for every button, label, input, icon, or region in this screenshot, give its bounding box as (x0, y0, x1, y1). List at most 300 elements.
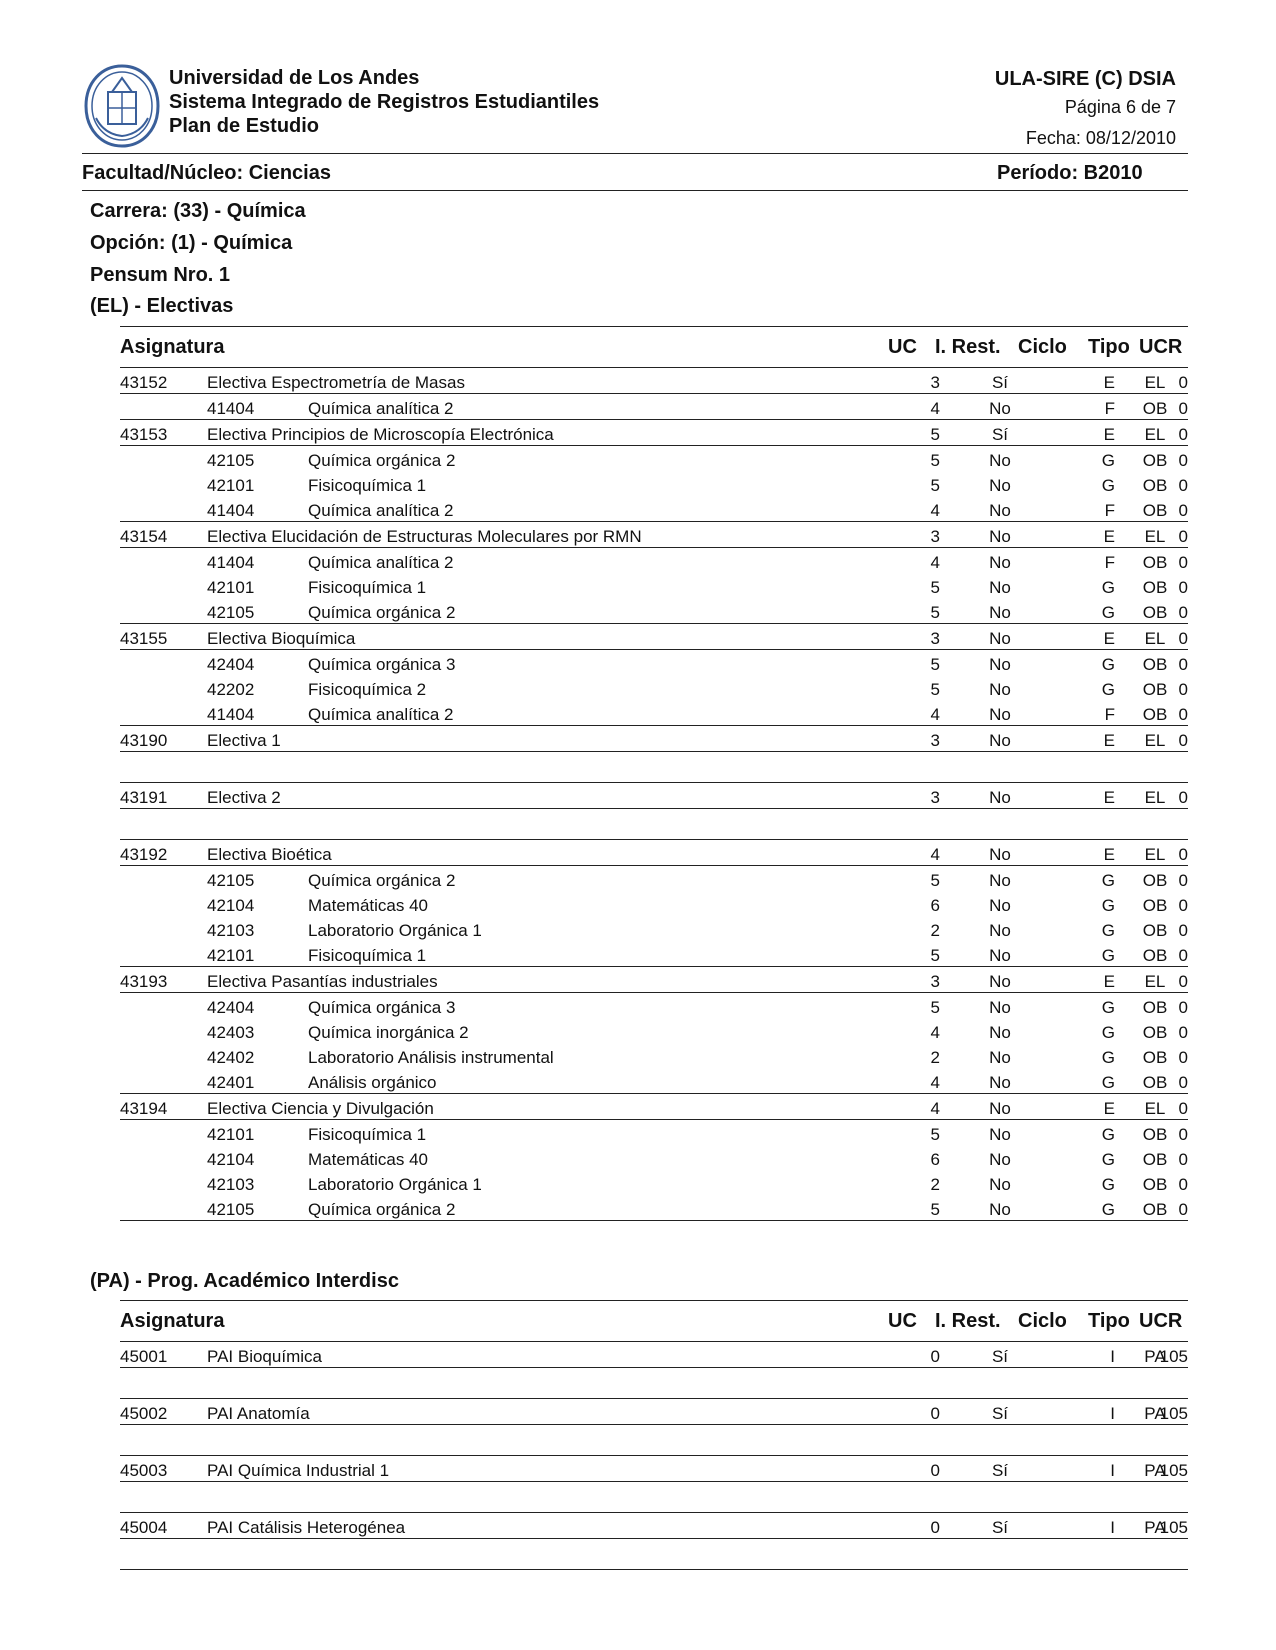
prereq-ciclo: F (1104, 705, 1115, 724)
course-uc: 0 (930, 1518, 940, 1537)
course-ucr: 0 (1178, 731, 1188, 750)
prereq-ciclo: G (1101, 1023, 1115, 1042)
prereq-uc: 2 (930, 1048, 940, 1067)
course-tipo: EL (1144, 972, 1166, 991)
page-number: Página 6 de 7 (1064, 97, 1176, 117)
col-ucr: UCR (1139, 1310, 1183, 1332)
prereq-ciclo: G (1101, 451, 1115, 470)
course-ciclo: E (1103, 731, 1115, 750)
prereq-ciclo: F (1104, 399, 1115, 418)
prereq-name: Química orgánica 2 (308, 451, 456, 470)
prereq-rest: No (989, 501, 1011, 520)
prereq-uc: 6 (930, 1150, 940, 1169)
carrera-label: Carrera: (33) - Química (90, 200, 306, 222)
course-uc: 0 (930, 1347, 940, 1366)
prereq-rest: No (989, 578, 1011, 597)
course-name: Electiva Principios de Microscopía Electrónica (207, 425, 554, 444)
prereq-ucr: 0 (1178, 1150, 1188, 1169)
course-uc: 3 (930, 972, 940, 991)
prereq-row (120, 598, 1188, 623)
course-group (120, 1513, 1188, 1570)
prereq-tipo: OB (1142, 946, 1168, 965)
course-group (120, 967, 1188, 1094)
prereq-row (120, 941, 1188, 966)
prereq-uc: 4 (930, 553, 940, 572)
prereq-ciclo: G (1101, 921, 1115, 940)
prereq-ciclo: G (1101, 998, 1115, 1017)
course-group (120, 624, 1188, 726)
prereq-ciclo: G (1101, 1073, 1115, 1092)
prereq-rest: No (989, 921, 1011, 940)
prereq-rest: No (989, 946, 1011, 965)
prereq-tipo: OB (1142, 553, 1168, 572)
prereq-ucr: 0 (1178, 1073, 1188, 1092)
prereq-rest: No (989, 1175, 1011, 1194)
prereq-ciclo: G (1101, 871, 1115, 890)
course-group (120, 726, 1188, 783)
prereq-uc: 5 (930, 946, 940, 965)
facultad-rule (82, 190, 1188, 191)
report-name: Plan de Estudio (169, 115, 320, 137)
course-uc: 3 (930, 788, 940, 807)
prereq-uc: 5 (930, 603, 940, 622)
course-tipo: PA (1144, 1461, 1166, 1480)
prereq-uc: 2 (930, 1175, 940, 1194)
course-rest: No (989, 527, 1011, 546)
prereq-name: Fisicoquímica 1 (308, 578, 427, 597)
col-tipo: Tipo (1088, 1310, 1130, 1332)
course-ucr: 0 (1178, 972, 1188, 991)
prereq-uc: 6 (930, 896, 940, 915)
prereq-row (120, 916, 1188, 941)
prereq-uc: 5 (930, 578, 940, 597)
course-uc: 4 (930, 845, 940, 864)
course-tipo: PA (1144, 1518, 1166, 1537)
prereq-rest: No (989, 603, 1011, 622)
prereq-row (120, 1120, 1188, 1145)
row-spacer (120, 809, 1188, 839)
course-ucr: 0 (1178, 845, 1188, 864)
pai-body (120, 1342, 1188, 1570)
prereq-ciclo: G (1101, 896, 1115, 915)
prereq-rest: No (989, 871, 1011, 890)
course-ucr: 105 (1159, 1347, 1188, 1366)
course-ciclo: E (1103, 1099, 1115, 1118)
col-uc: UC (888, 336, 917, 358)
prereq-uc: 4 (930, 501, 940, 520)
col-ciclo: Ciclo (1018, 336, 1067, 358)
row-spacer (120, 752, 1188, 782)
col-tipo: Tipo (1088, 336, 1130, 358)
prereq-code: 42103 (207, 1175, 255, 1194)
prereq-ciclo: F (1104, 553, 1115, 572)
prereq-row (120, 496, 1188, 521)
course-code: 43192 (120, 845, 168, 864)
course-tipo: EL (1144, 1099, 1166, 1118)
table-header (120, 1300, 1188, 1342)
prereq-name: Química inorgánica 2 (308, 1023, 469, 1042)
prereq-code: 42104 (207, 896, 255, 915)
prereq-code: 42105 (207, 603, 255, 622)
prereq-uc: 4 (930, 1073, 940, 1092)
course-uc: 3 (930, 373, 940, 392)
prereq-ciclo: G (1101, 655, 1115, 674)
prereq-tipo: OB (1142, 655, 1168, 674)
course-name: PAI Química Industrial 1 (207, 1461, 390, 1480)
prereq-rest: No (989, 998, 1011, 1017)
prereq-tipo: OB (1142, 1073, 1168, 1092)
course-ucr: 0 (1178, 373, 1188, 392)
prereq-rest: No (989, 1200, 1011, 1219)
prereq-uc: 4 (930, 705, 940, 724)
prereq-code: 42401 (207, 1073, 255, 1092)
course-ciclo: E (1103, 972, 1115, 991)
course-rest: Sí (991, 373, 1009, 392)
prereq-name: Química orgánica 2 (308, 871, 456, 890)
prereq-name: Matemáticas 40 (308, 896, 428, 915)
course-name: Electiva Bioética (207, 845, 332, 864)
course-tipo: PA (1144, 1347, 1166, 1366)
table-row (120, 783, 1188, 809)
course-ucr: 0 (1178, 1099, 1188, 1118)
prereq-row (120, 700, 1188, 725)
prereq-code: 42101 (207, 578, 255, 597)
prereq-tipo: OB (1142, 1175, 1168, 1194)
course-rest: No (989, 788, 1011, 807)
prereq-ucr: 0 (1178, 1200, 1188, 1219)
prereq-tipo: OB (1142, 1150, 1168, 1169)
course-uc: 3 (930, 731, 940, 750)
course-code: 43155 (120, 629, 168, 648)
prereq-code: 42202 (207, 680, 255, 699)
course-name: Electiva 1 (207, 731, 281, 750)
course-ucr: 0 (1178, 788, 1188, 807)
course-name: Electiva Pasantías industriales (207, 972, 438, 991)
prereq-ciclo: F (1104, 501, 1115, 520)
header-rule (82, 153, 1188, 154)
pensum-label: Pensum Nro. 1 (90, 264, 231, 286)
prereq-code: 41404 (207, 501, 255, 520)
prereq-uc: 5 (930, 451, 940, 470)
prereq-rest: No (989, 1150, 1011, 1169)
prereq-rest: No (989, 553, 1011, 572)
prereq-tipo: OB (1142, 476, 1168, 495)
course-name: Electiva Ciencia y Divulgación (207, 1099, 434, 1118)
course-ciclo: E (1103, 845, 1115, 864)
prereq-uc: 5 (930, 655, 940, 674)
course-ciclo: I (1110, 1461, 1115, 1480)
col-ucr: UCR (1139, 336, 1183, 358)
prereq-code: 42101 (207, 946, 255, 965)
course-ucr: 105 (1159, 1518, 1188, 1537)
course-ciclo: E (1103, 788, 1115, 807)
prereq-row (120, 866, 1188, 891)
table-row (120, 368, 1188, 394)
course-uc: 0 (930, 1404, 940, 1423)
course-code: 43190 (120, 731, 168, 750)
course-code: 43153 (120, 425, 168, 444)
prereq-uc: 4 (930, 1023, 940, 1042)
prereq-uc: 5 (930, 476, 940, 495)
prereq-ucr: 0 (1178, 705, 1188, 724)
electivas-body (120, 368, 1188, 1221)
prereq-ucr: 0 (1178, 655, 1188, 674)
course-ciclo: E (1103, 373, 1115, 392)
table-row (120, 624, 1188, 650)
course-ucr: 0 (1178, 425, 1188, 444)
prereq-uc: 4 (930, 399, 940, 418)
prereq-tipo: OB (1142, 921, 1168, 940)
prereq-code: 42105 (207, 871, 255, 890)
prereq-rest: No (989, 705, 1011, 724)
prereq-tipo: OB (1142, 399, 1168, 418)
prereq-code: 42105 (207, 451, 255, 470)
prereq-ciclo: G (1101, 603, 1115, 622)
course-name: Electiva 2 (207, 788, 281, 807)
header-meta (995, 66, 1176, 154)
course-group (120, 1342, 1188, 1399)
prereq-name: Fisicoquímica 1 (308, 946, 427, 965)
table-row (120, 1342, 1188, 1368)
course-rest: No (989, 972, 1011, 991)
row-spacer (120, 1482, 1188, 1512)
course-ciclo: I (1110, 1404, 1115, 1423)
report-date: Fecha: 08/12/2010 (1025, 128, 1176, 148)
col-asignatura: Asignatura (120, 1310, 225, 1332)
table-header (120, 326, 1188, 368)
prereq-rest: No (989, 399, 1011, 418)
prereq-name: Fisicoquímica 1 (308, 1125, 427, 1144)
prereq-ucr: 0 (1178, 399, 1188, 418)
university-name: Universidad de Los Andes (169, 67, 420, 89)
table-row (120, 1094, 1188, 1120)
prereq-ucr: 0 (1178, 896, 1188, 915)
prereq-rest: No (989, 655, 1011, 674)
course-code: 45001 (120, 1347, 168, 1366)
prereq-uc: 5 (930, 1200, 940, 1219)
prereq-tipo: OB (1142, 451, 1168, 470)
prereq-rest: No (989, 1125, 1011, 1144)
prereq-row (120, 1018, 1188, 1043)
prereq-ciclo: G (1101, 476, 1115, 495)
col-ciclo: Ciclo (1018, 1310, 1067, 1332)
prereq-code: 42403 (207, 1023, 255, 1042)
course-code: 43154 (120, 527, 168, 546)
prereq-tipo: OB (1142, 501, 1168, 520)
prereq-ciclo: G (1101, 1175, 1115, 1194)
course-ciclo: E (1103, 425, 1115, 444)
prereq-ucr: 0 (1178, 553, 1188, 572)
course-group (120, 1456, 1188, 1513)
course-name: PAI Bioquímica (207, 1347, 322, 1366)
prereq-ucr: 0 (1178, 578, 1188, 597)
row-spacer (120, 1368, 1188, 1398)
prereq-rest: No (989, 680, 1011, 699)
facultad-label: Facultad/Núcleo: Ciencias (82, 162, 331, 184)
course-tipo: EL (1144, 629, 1166, 648)
prereq-row (120, 548, 1188, 573)
prereq-uc: 5 (930, 1125, 940, 1144)
course-code: 45004 (120, 1518, 168, 1537)
prereq-name: Química analítica 2 (308, 553, 454, 572)
course-tipo: EL (1144, 425, 1166, 444)
course-code: 43193 (120, 972, 168, 991)
prereq-tipo: OB (1142, 998, 1168, 1017)
prereq-ucr: 0 (1178, 680, 1188, 699)
prereq-row (120, 675, 1188, 700)
row-spacer (120, 1539, 1188, 1569)
course-code: 43152 (120, 373, 168, 392)
course-code: 43191 (120, 788, 168, 807)
prereq-tipo: OB (1142, 603, 1168, 622)
prereq-uc: 5 (930, 871, 940, 890)
course-name: Electiva Elucidación de Estructuras Moleculares por RMN (207, 527, 642, 546)
course-group (120, 840, 1188, 967)
prereq-row (120, 394, 1188, 419)
course-tipo: EL (1144, 845, 1166, 864)
course-name: Electiva Bioquímica (207, 629, 356, 648)
course-rest: No (989, 731, 1011, 750)
course-code: 45002 (120, 1404, 168, 1423)
prereq-name: Química analítica 2 (308, 399, 454, 418)
prereq-row (120, 650, 1188, 675)
course-rest: Sí (991, 1461, 1009, 1480)
course-ucr: 0 (1178, 527, 1188, 546)
course-ucr: 105 (1159, 1461, 1188, 1480)
course-tipo: EL (1144, 373, 1166, 392)
prereq-name: Fisicoquímica 2 (308, 680, 427, 699)
table-row (120, 420, 1188, 446)
prereq-code: 42103 (207, 921, 255, 940)
course-ucr: 0 (1178, 629, 1188, 648)
prereq-rest: No (989, 896, 1011, 915)
prereq-ciclo: G (1101, 1125, 1115, 1144)
prereq-name: Química analítica 2 (308, 501, 454, 520)
prereq-tipo: OB (1142, 578, 1168, 597)
course-uc: 4 (930, 1099, 940, 1118)
table-row (120, 1399, 1188, 1425)
course-group (120, 522, 1188, 624)
prereq-name: Laboratorio Orgánica 1 (308, 1175, 482, 1194)
prereq-tipo: OB (1142, 705, 1168, 724)
table-row (120, 522, 1188, 548)
course-rest: Sí (991, 1404, 1009, 1423)
prereq-ciclo: G (1101, 680, 1115, 699)
prereq-ciclo: G (1101, 1048, 1115, 1067)
prereq-rest: No (989, 1073, 1011, 1092)
opcion-label: Opción: (1) - Química (90, 232, 293, 254)
course-uc: 0 (930, 1461, 940, 1480)
course-rest: Sí (991, 1518, 1009, 1537)
course-group (120, 1094, 1188, 1221)
course-tipo: EL (1144, 731, 1166, 750)
prereq-ucr: 0 (1178, 1125, 1188, 1144)
course-name: PAI Anatomía (207, 1404, 310, 1423)
course-ciclo: E (1103, 527, 1115, 546)
course-ciclo: I (1110, 1347, 1115, 1366)
prereq-name: Laboratorio Orgánica 1 (308, 921, 482, 940)
table-row (120, 1456, 1188, 1482)
prereq-ucr: 0 (1178, 603, 1188, 622)
prereq-tipo: OB (1142, 1048, 1168, 1067)
prereq-ucr: 0 (1178, 501, 1188, 520)
prereq-row (120, 1195, 1188, 1220)
course-tipo: EL (1144, 527, 1166, 546)
prereq-name: Química orgánica 3 (308, 655, 456, 674)
system-name: Sistema Integrado de Registros Estudiantiles (169, 91, 600, 113)
col-uc: UC (888, 1310, 917, 1332)
prereq-row (120, 573, 1188, 598)
prereq-ucr: 0 (1178, 946, 1188, 965)
prereq-ucr: 0 (1178, 1023, 1188, 1042)
prereq-ucr: 0 (1178, 451, 1188, 470)
electivas-table (120, 326, 1188, 1221)
table-row (120, 840, 1188, 866)
course-group (120, 420, 1188, 522)
prereq-code: 41404 (207, 399, 255, 418)
prereq-ucr: 0 (1178, 1048, 1188, 1067)
section-pa-title: (PA) - Prog. Académico Interdisc (90, 1270, 399, 1292)
prereq-row (120, 993, 1188, 1018)
prereq-ciclo: G (1101, 578, 1115, 597)
course-group (120, 1399, 1188, 1456)
prereq-ucr: 0 (1178, 921, 1188, 940)
prereq-ciclo: G (1101, 946, 1115, 965)
prereq-code: 42404 (207, 998, 255, 1017)
table-row (120, 726, 1188, 752)
prereq-uc: 5 (930, 998, 940, 1017)
prereq-row (120, 471, 1188, 496)
course-rest: No (989, 1099, 1011, 1118)
prereq-tipo: OB (1142, 680, 1168, 699)
course-name: Electiva Espectrometría de Masas (207, 373, 465, 392)
prereq-name: Fisicoquímica 1 (308, 476, 427, 495)
course-ucr: 105 (1159, 1404, 1188, 1423)
prereq-name: Matemáticas 40 (308, 1150, 428, 1169)
col-rest: I. Rest. (935, 1310, 1001, 1332)
prereq-ucr: 0 (1178, 998, 1188, 1017)
prereq-uc: 2 (930, 921, 940, 940)
prereq-row (120, 891, 1188, 916)
prereq-ucr: 0 (1178, 476, 1188, 495)
prereq-name: Química orgánica 2 (308, 1200, 456, 1219)
prereq-tipo: OB (1142, 1023, 1168, 1042)
prereq-name: Química orgánica 2 (308, 603, 456, 622)
prereq-tipo: OB (1142, 896, 1168, 915)
prereq-tipo: OB (1142, 871, 1168, 890)
course-uc: 3 (930, 527, 940, 546)
prereq-name: Química orgánica 3 (308, 998, 456, 1017)
prereq-ucr: 0 (1178, 1175, 1188, 1194)
course-code: 43194 (120, 1099, 168, 1118)
prereq-code: 42404 (207, 655, 255, 674)
prereq-row (120, 446, 1188, 471)
prereq-ciclo: G (1101, 1150, 1115, 1169)
prereq-row (120, 1068, 1188, 1093)
prereq-rest: No (989, 1023, 1011, 1042)
col-rest: I. Rest. (935, 336, 1001, 358)
prereq-code: 42101 (207, 476, 255, 495)
course-rest: No (989, 845, 1011, 864)
prereq-name: Laboratorio Análisis instrumental (308, 1048, 554, 1067)
prereq-rest: No (989, 451, 1011, 470)
prereq-code: 42101 (207, 1125, 255, 1144)
prereq-ucr: 0 (1178, 871, 1188, 890)
course-code: 45003 (120, 1461, 168, 1480)
prereq-rest: No (989, 1048, 1011, 1067)
table-row (120, 1513, 1188, 1539)
prereq-row (120, 1043, 1188, 1068)
